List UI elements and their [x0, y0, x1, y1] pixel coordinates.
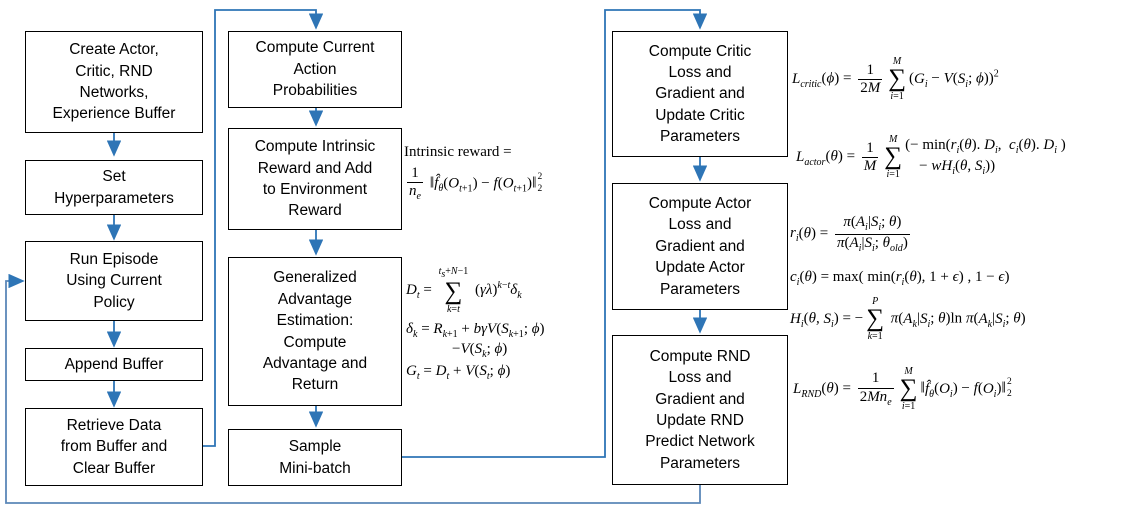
- node-set-hyperparameters: [25, 160, 203, 215]
- node-critic-update-label: Compute Critic Loss and Gradient and Update Critic Parameters: [648, 42, 752, 146]
- equation-entropy: $H_i(\theta$, $S_i$) = − P ∑ k=1 $\pi(A_k|S_i$; θ)ln $\pi(A_k|S_i$; θ): [790, 296, 1026, 342]
- equation-clipped-ratio: $c_i(\theta) = \max$( $\min(r_i(\theta)$, 1 + ϵ) , 1 − ϵ): [790, 269, 1010, 288]
- equation-intrinsic-reward-label: Intrinsic reward =: [404, 144, 512, 160]
- equation-td-error: $\delta_k = R_{k+1} + b\gamma V(S_{k+1}$; ϕ): [406, 320, 545, 340]
- node-actor-update: [612, 183, 788, 310]
- node-gae: [228, 257, 402, 406]
- node-run-episode-label: Run Episode Using Current Policy: [66, 250, 162, 311]
- node-create-networks: [25, 31, 203, 133]
- equation-return: $G_t = D_t + V(S_t$; ϕ): [406, 362, 511, 382]
- node-append-buffer: [25, 348, 203, 381]
- node-retrieve-data: [25, 408, 203, 486]
- equation-actor-loss: $L_{actor}(\theta)$ = $\frac{1}{M}$ M ∑ i=1 (− $\min(r_i(\theta)$. $D_i$, $c_i(\theta)$. $D_i$ ) − $wH_i(\theta$, $S_i$)): [796, 134, 1066, 180]
- equation-critic-loss: $L_{critic}(\phi)$ = $\frac{1}{2M}$ M ∑ i=1 ($G_i - V(S_i$; ϕ))$^2$: [792, 56, 999, 102]
- node-retrieve-data-label: Retrieve Data from Buffer and Clear Buffer: [60, 416, 168, 477]
- node-create-networks-label: Create Actor, Critic, RND Networks, Experience Buffer: [52, 41, 176, 123]
- node-append-buffer-label: Append Buffer: [64, 355, 164, 373]
- equation-intrinsic-reward-expr: $\frac{1}{n_e}$ $‖f̂_\theta(O_{t+1})$ − $f(O_{t+1})‖$ 2 2: [409, 165, 543, 203]
- node-action-probabilities: [228, 31, 402, 108]
- node-rnd-update-label: Compute RND Loss and Gradient and Update RND Predict Network Parameters: [645, 347, 755, 472]
- node-action-probabilities-label: Compute Current Action Probabilities: [255, 39, 375, 100]
- node-gae-label: Generalized Advantage Estimation: Compute Advantage and Return: [262, 269, 368, 394]
- node-sample-minibatch-label: Sample Mini-batch: [279, 438, 351, 477]
- equation-rnd-loss: $L_{RND}(\theta)$ = $\frac{1}{2Mn_e}$ M ∑ i=1 $‖f̂_\theta(O_i)$ − $f(O_i)‖$ 2 2: [793, 366, 1012, 412]
- node-critic-update: [612, 31, 788, 157]
- node-intrinsic-reward-label: Compute Intrinsic Reward and Add to Environment Reward: [254, 138, 376, 220]
- node-actor-update-label: Compute Actor Loss and Gradient and Update Actor Parameters: [648, 195, 752, 298]
- equation-gae-block: [406, 266, 545, 382]
- node-rnd-update: [612, 335, 788, 485]
- node-run-episode: [25, 241, 203, 321]
- equation-intrinsic-reward: [404, 144, 542, 203]
- node-set-hyperparameters-label: Set Hyperparameters: [54, 168, 174, 207]
- equation-advantage: $D_t$ = $t_s+N-1$ ∑ k=t $(\gamma\lambda)^{k-t}\delta_k$: [406, 266, 522, 315]
- equation-td-error-line2: $-V(S_k$; ϕ): [452, 340, 508, 360]
- node-intrinsic-reward: [228, 128, 402, 230]
- node-sample-minibatch: [228, 429, 402, 486]
- equation-probability-ratio: $r_i(\theta)$ = $\frac{\pi(A_i|S_i; \theta)}{\pi(A_i|S_i; \theta_{old})}$: [790, 214, 908, 254]
